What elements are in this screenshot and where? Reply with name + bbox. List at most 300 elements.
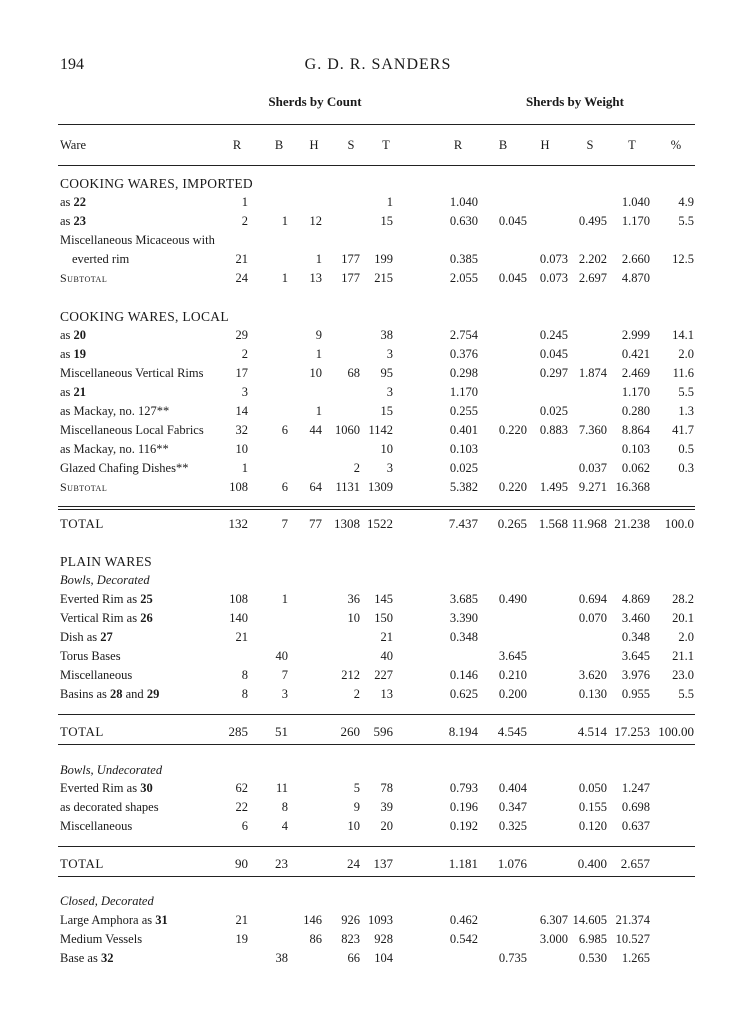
cell-ws: 4.514 [577,724,607,739]
cell-pct: 20.1 [672,611,694,625]
cell-ws: 2.697 [578,271,607,285]
table-row [0,628,756,647]
cell-wt: 1.040 [621,195,650,209]
table-row [0,364,756,383]
cell-wt: 17.253 [614,724,650,739]
subsection-heading [0,571,756,590]
row-label-text: TOTAL [60,516,104,531]
cell-t: 39 [380,800,393,814]
cell-wt: 0.280 [621,404,650,418]
cell-s: 36 [347,592,360,606]
cell-r: 21 [235,252,248,266]
cell-pct: 2.0 [678,347,694,361]
col-s: S [347,138,355,152]
cell-r: 2 [241,214,248,228]
row-label [60,685,159,704]
cell-wb: 0.045 [498,214,527,228]
row-label [60,364,204,383]
cell-b: 8 [281,800,288,814]
cell-s: 1308 [334,516,360,531]
col-weight-b: B [498,138,508,152]
subsection-heading [0,761,756,780]
cell-pct: 23.0 [672,668,694,682]
cell-wt: 3.976 [621,668,650,682]
row-label [60,892,154,911]
row-label [60,930,142,949]
row-label [60,798,159,817]
cell-r: 1 [241,461,248,475]
row-label-text: Subtotal [60,271,108,285]
col-weight-s: S [586,138,594,152]
cell-wr: 1.040 [449,195,478,209]
cell-wt: 1.170 [621,385,650,399]
cell-wb: 3.645 [498,649,527,663]
row-label [60,231,215,250]
cell-wt: 21.238 [614,516,650,531]
cell-s: 2 [353,687,360,701]
cell-wt: 4.869 [621,592,650,606]
cell-s: 1131 [335,480,360,494]
cell-r: 8 [241,687,248,701]
cell-wb: 0.404 [498,781,527,795]
table-row [0,440,756,459]
cell-b: 1 [281,271,288,285]
cell-t: 13 [380,687,393,701]
cell-s: 2 [353,461,360,475]
cell-ws: 14.605 [572,913,607,927]
cell-wt: 0.637 [621,819,650,833]
cell-ws: 0.694 [578,592,607,606]
cell-t: 227 [374,668,393,682]
cell-wr: 2.055 [449,271,478,285]
row-label-text: Everted Rim as [60,781,141,795]
cell-b: 6 [281,480,288,494]
row-label-text: Base as [60,951,101,965]
cell-wh: 1.495 [539,480,568,494]
cell-r: 140 [229,611,248,625]
row-label [60,666,132,685]
cell-ws: 0.120 [578,819,607,833]
cell-h: 10 [309,366,322,380]
cell-r: 6 [241,819,248,833]
cell-wt: 0.698 [621,800,650,814]
subtotal-row [0,478,756,497]
cell-ws: 11.968 [571,516,607,531]
row-label-text: Dish as [60,630,101,644]
cell-ws: 3.620 [578,668,607,682]
cell-pct: 14.1 [672,328,694,342]
header-sherds-by-count: Sherds by Count [268,94,362,109]
row-label-text: as decorated shapes [60,800,159,814]
row-label-text: Bowls, Decorated [60,573,150,587]
cell-wb: 0.490 [498,592,527,606]
cell-wt: 10.527 [615,932,650,946]
cell-b: 1 [281,592,288,606]
table-row [0,402,756,421]
catalogue-number: 25 [140,592,153,606]
row-label [60,779,153,798]
cell-wt: 21.374 [615,913,650,927]
cell-pct: 0.3 [678,461,694,475]
cell-pct: 100.0 [664,516,694,531]
table-row [0,590,756,609]
row-label [60,421,204,440]
row-label-text: COOKING WARES, IMPORTED [60,176,253,191]
row-label [60,854,104,873]
cell-h: 146 [303,913,322,927]
cell-r: 32 [235,423,248,437]
cell-wr: 0.630 [449,214,478,228]
row-label-text: Basins as [60,687,110,701]
cell-wh: 1.568 [538,516,568,531]
cell-h: 86 [309,932,322,946]
table-rule [58,744,695,745]
row-label [60,174,253,193]
row-label [60,440,169,459]
cell-wt: 1.247 [621,781,650,795]
cell-t: 928 [374,932,393,946]
cell-r: 3 [241,385,248,399]
section-heading [0,552,756,571]
cell-pct: 1.3 [678,404,694,418]
row-label [60,326,86,345]
cell-wr: 3.390 [449,611,478,625]
row-label [60,193,86,212]
cell-t: 1522 [367,516,393,531]
running-head: G. D. R. SANDERS [304,56,452,73]
cell-t: 150 [374,611,393,625]
row-label-text: everted rim [72,252,130,266]
cell-ws: 2.202 [578,252,607,266]
cell-wh: 0.297 [539,366,568,380]
cell-r: 8 [241,668,248,682]
cell-h: 9 [315,328,322,342]
row-label [60,402,169,421]
row-label [60,911,168,930]
col-b: B [274,138,284,152]
row-label [60,307,229,326]
row-label-text: as [60,385,74,399]
row-label [60,609,153,628]
catalogue-number: 26 [140,611,153,625]
subsection-heading [0,892,756,911]
cell-wr: 0.462 [449,913,478,927]
catalogue-number: 19 [73,347,87,361]
cell-wt: 0.062 [621,461,650,475]
cell-wt: 16.368 [615,480,650,494]
row-label [60,459,188,478]
cell-wt: 0.421 [621,347,650,361]
subtotal-row [0,269,756,288]
cell-ws: 0.037 [578,461,607,475]
cell-wh: 0.045 [539,347,568,361]
cell-h: 44 [309,423,322,437]
catalogue-number: 27 [100,630,113,644]
cell-b: 38 [275,951,288,965]
table-row [0,949,756,968]
cell-ws: 9.271 [578,480,607,494]
cell-r: 21 [235,913,248,927]
cell-r: 14 [235,404,248,418]
cell-pct: 2.0 [678,630,694,644]
cell-t: 38 [380,328,393,342]
table-row [0,345,756,364]
cell-s: 9 [353,800,360,814]
row-label-text: as [60,195,74,209]
cell-t: 95 [380,366,393,380]
total-row [0,854,756,873]
cell-pct: 21.1 [672,649,694,663]
cell-wr: 0.401 [449,423,478,437]
row-label-text: Miscellaneous Micaceous with [60,233,215,247]
cell-pct: 11.6 [672,366,694,380]
table-row [0,930,756,949]
cell-s: 10 [347,611,360,625]
cell-wr: 0.025 [449,461,478,475]
cell-wh: 0.245 [539,328,568,342]
cell-s: 10 [347,819,360,833]
cell-wb: 1.076 [497,856,527,871]
catalogue-number: 22 [73,195,87,209]
table-rule [58,846,695,847]
cell-s: 823 [341,932,360,946]
cell-h: 77 [309,516,322,531]
col-ware: Ware [60,138,87,152]
cell-wr: 0.385 [449,252,478,266]
table-row [0,212,756,231]
cell-r: 108 [229,592,248,606]
cell-ws: 0.530 [578,951,607,965]
cell-t: 10 [380,442,393,456]
cell-wr: 0.196 [449,800,478,814]
cell-wr: 7.437 [448,516,478,531]
cell-wb: 0.045 [498,271,527,285]
cell-wr: 0.625 [449,687,478,701]
cell-wt: 4.870 [621,271,650,285]
table-row [0,193,756,212]
cell-r: 21 [235,630,248,644]
row-label-text: as [60,214,74,228]
row-label-text: TOTAL [60,856,104,871]
cell-wr: 0.793 [449,781,478,795]
cell-t: 215 [374,271,393,285]
catalogue-number: 23 [73,214,87,228]
row-label [60,761,162,780]
row-label-text: Miscellaneous [60,668,133,682]
row-label-text: Subtotal [60,480,108,494]
row-label-text: Closed, Decorated [60,894,154,908]
cell-b: 11 [275,781,288,795]
cell-t: 137 [373,856,393,871]
cell-t: 1142 [368,423,393,437]
row-label [60,628,113,647]
table-rule [58,506,695,510]
cell-wb: 0.220 [498,480,527,494]
row-label-text: Miscellaneous Vertical Rims [60,366,204,380]
cell-s: 5 [353,781,360,795]
cell-s: 68 [347,366,360,380]
cell-wt: 3.460 [621,611,650,625]
table-row [0,459,756,478]
cell-wr: 1.181 [448,856,478,871]
cell-wt: 1.265 [621,951,650,965]
cell-wh: 0.883 [539,423,568,437]
cell-s: 177 [341,252,360,266]
cell-t: 199 [374,252,393,266]
catalogue-number: 31 [155,913,168,927]
row-label-text: as [60,328,74,342]
cell-h: 64 [309,480,322,494]
col-weight-r: R [453,138,463,152]
row-label [60,212,86,231]
cell-s: 24 [347,856,360,871]
col-t: T [382,138,390,152]
row-label [60,571,150,590]
table-row [0,911,756,930]
cell-b: 6 [281,423,288,437]
row-label-text: Everted Rim as [60,592,141,606]
cell-t: 1309 [368,480,393,494]
table-rule [58,714,695,715]
cell-pct: 5.5 [678,687,694,701]
row-label-text: as Mackay, no. 127** [60,404,170,418]
row-label-text: as Mackay, no. 116** [60,442,169,456]
row-label-text: Vertical Rim as [60,611,141,625]
cell-ws: 0.495 [578,214,607,228]
cell-s: 66 [347,951,360,965]
cell-wb: 0.347 [498,800,527,814]
cell-r: 62 [235,781,248,795]
cell-ws: 0.400 [577,856,607,871]
cell-wr: 2.754 [449,328,478,342]
cell-t: 15 [380,404,393,418]
cell-t: 40 [380,649,393,663]
cell-wh: 6.307 [539,913,568,927]
cell-h: 1 [315,404,322,418]
catalogue-number: 21 [73,385,87,399]
cell-wr: 0.103 [449,442,478,456]
col-r: R [232,138,242,152]
row-label [60,345,86,364]
cell-r: 29 [235,328,248,342]
cell-wh: 0.025 [539,404,568,418]
cell-wt: 2.999 [621,328,650,342]
table-rule [58,876,695,877]
cell-s: 926 [341,913,360,927]
cell-b: 51 [275,724,288,739]
row-label [60,590,153,609]
cell-s: 260 [340,724,360,739]
column-header-row [0,136,756,155]
cell-wt: 0.955 [621,687,650,701]
cell-t: 1 [386,195,393,209]
cell-ws: 6.985 [578,932,607,946]
cell-b: 7 [281,516,288,531]
cell-wt: 2.660 [621,252,650,266]
cell-b: 1 [281,214,288,228]
col-weight-t: T [628,138,636,152]
row-label [72,250,129,269]
page-number: 194 [60,56,84,73]
cell-b: 40 [275,649,288,663]
row-label [60,552,152,571]
cell-b: 4 [281,819,288,833]
row-label-text: as [60,347,74,361]
cell-r: 1 [241,195,248,209]
cell-t: 3 [386,347,393,361]
row-label [60,383,86,402]
col-percent: % [670,138,682,152]
table-row [0,609,756,628]
table-row [0,421,756,440]
cell-wb: 0.735 [498,951,527,965]
cell-wt: 8.864 [621,423,650,437]
cell-t: 15 [380,214,393,228]
row-label [60,722,104,741]
table-row [0,326,756,345]
table-row [0,647,756,666]
cell-ws: 0.130 [578,687,607,701]
row-label [60,647,121,666]
cell-r: 22 [235,800,248,814]
top-rule [58,124,695,125]
col-weight-h: H [540,138,550,152]
cell-wb: 0.325 [498,819,527,833]
cell-pct: 28.2 [672,592,694,606]
cell-wb: 0.210 [498,668,527,682]
cell-h: 1 [315,252,322,266]
table-row [0,666,756,685]
cell-ws: 0.155 [578,800,607,814]
cell-r: 17 [235,366,248,380]
table-row [0,231,756,250]
row-label-text: Miscellaneous [60,819,133,833]
row-label [60,949,113,968]
cell-wr: 0.255 [449,404,478,418]
table-row [0,779,756,798]
row-label [60,514,104,533]
table-row [0,383,756,402]
cell-s: 212 [341,668,360,682]
cell-wr: 0.146 [449,668,478,682]
cell-t: 78 [380,781,393,795]
cell-t: 21 [380,630,393,644]
cell-b: 3 [281,687,288,701]
cell-wr: 8.194 [448,724,478,739]
cell-pct: 0.5 [678,442,694,456]
cell-t: 3 [386,385,393,399]
row-label-text: Miscellaneous Local Fabrics [60,423,204,437]
cell-wt: 0.103 [621,442,650,456]
cell-t: 1093 [368,913,393,927]
cell-t: 20 [380,819,393,833]
row-label-text: Glazed Chafing Dishes** [60,461,189,475]
cell-pct: 5.5 [678,214,694,228]
cell-r: 108 [229,480,248,494]
cell-ws: 1.874 [578,366,607,380]
cell-wr: 1.170 [449,385,478,399]
cell-r: 90 [235,856,248,871]
section-heading [0,307,756,326]
cell-wt: 2.469 [621,366,650,380]
table-row [0,817,756,836]
cell-wh: 0.073 [539,271,568,285]
catalogue-number: 30 [140,781,153,795]
cell-wr: 0.376 [449,347,478,361]
row-label [60,269,107,288]
table-row [0,250,756,269]
cell-r: 24 [235,271,248,285]
